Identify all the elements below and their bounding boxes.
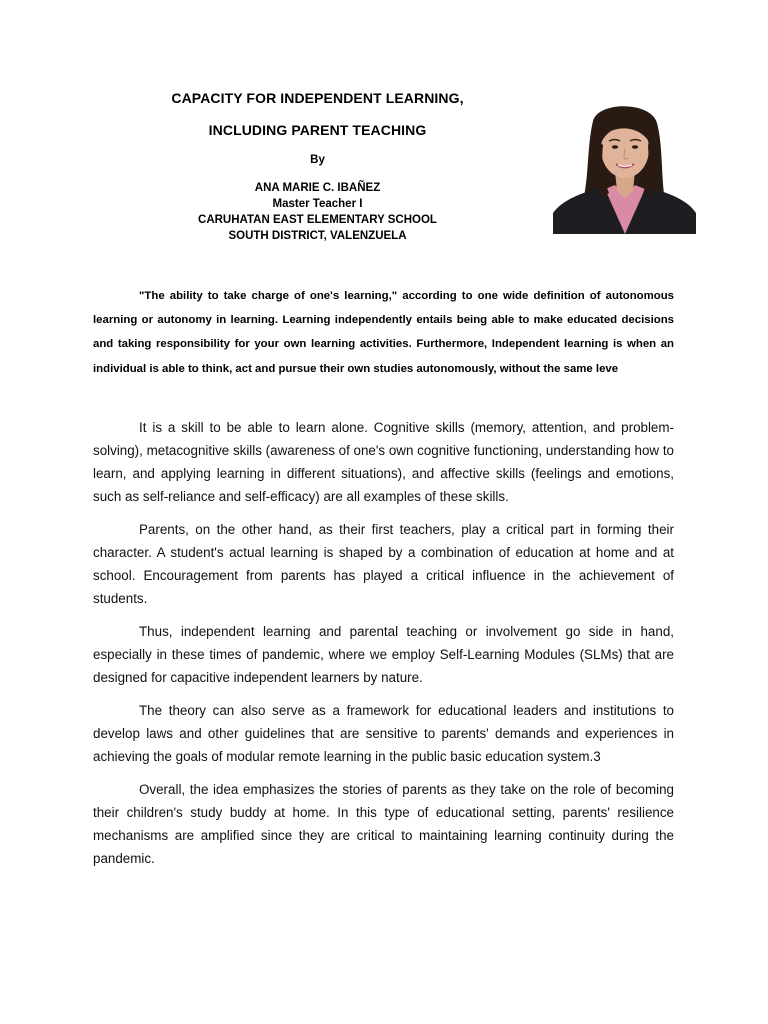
byline-label: By [310, 154, 325, 166]
district-name: SOUTH DISTRICT, VALENZUELA [228, 230, 407, 242]
author-position: Master Teacher I [272, 198, 363, 210]
document-title-line-1: CAPACITY FOR INDEPENDENT LEARNING, [171, 90, 464, 106]
document-title-line-2: INCLUDING PARENT TEACHING [208, 122, 427, 138]
paragraph-2: It is a skill to be able to learn alone. Cognitive skills (memory, attention, and problem-solving), metacognitive skills (awareness of one's own cognitive functioning, understanding how to learn, and applying learning in different situations), and affective skills (feelings and emotions, such as self-reliance and self-efficacy) are all examples of these skills. [93, 420, 674, 504]
author-name: ANA MARIE C. IBAÑEZ [254, 182, 381, 194]
paragraph-3: Parents, on the other hand, as their first teachers, play a critical part in forming their character. A student's actual learning is shaped by a combination of education at home and at school. Encouragement from parents has played a critical influence in the achievement of students. [93, 522, 674, 606]
author-portrait-icon [553, 101, 696, 234]
school-name: CARUHATAN EAST ELEMENTARY SCHOOL [198, 214, 437, 226]
paragraph-1: "The ability to take charge of one's learning," according to one wide definition of autonomous learning or autonomy in learning. Learning independently entails being able to make educated decisions and taking responsibility for your own learning activities. Furthermore, Independent learning is when an individual is able to think, act and pursue their own studies autonomously, without the same leve [93, 290, 674, 375]
paragraph-4: Thus, independent learning and parental teaching or involvement go side in hand, especially in these times of pandemic, where we employ Self-Learning Modules (SLMs) that are designed for capacitive independent learners by nature. [93, 624, 674, 685]
paragraph-5: The theory can also serve as a framework for educational leaders and institutions to develop laws and other guidelines that are sensitive to parents' demands and experiences in achieving the goals of modular remote learning in the public basic education system.3 [93, 703, 674, 764]
paragraph-6: Overall, the idea emphasizes the stories of parents as they take on the role of becoming their children's study buddy at home. In this type of educational setting, parents' resilience mechanisms are amplified since they are critical to maintaining learning continuity during the pandemic. [93, 782, 674, 866]
